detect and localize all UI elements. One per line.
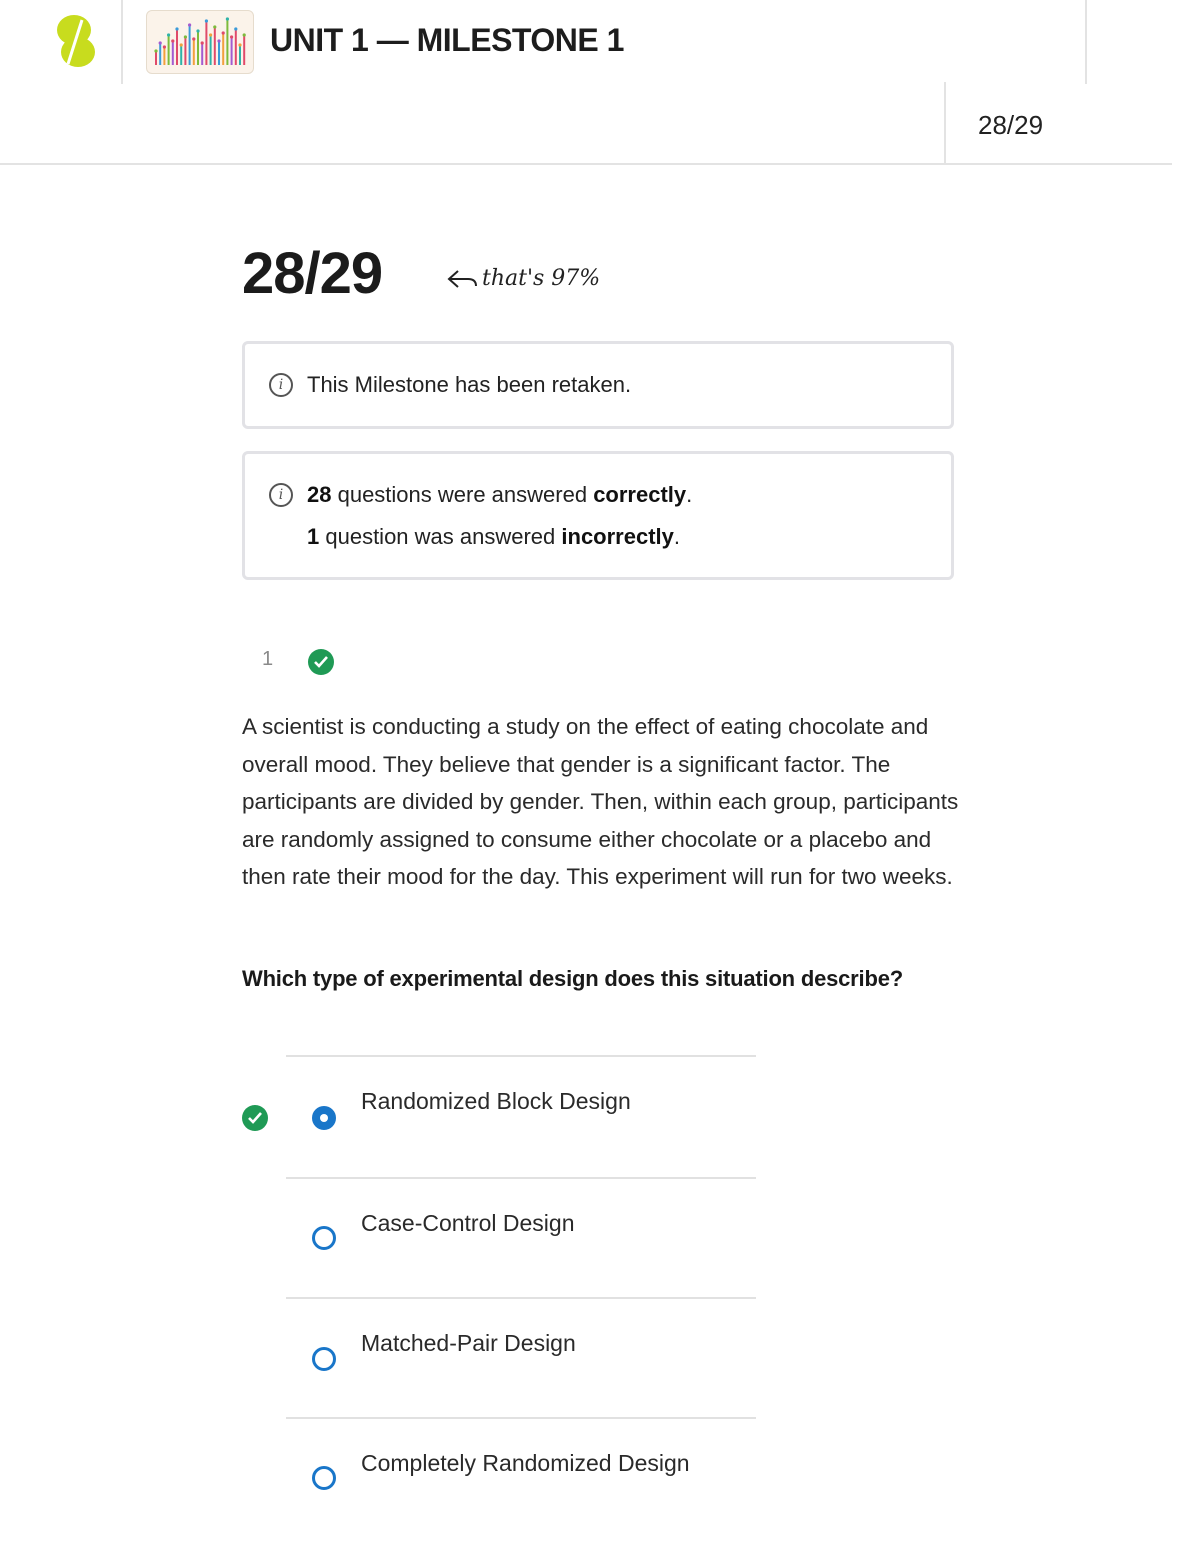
- option-1-radio[interactable]: [312, 1106, 336, 1130]
- score-panel-divider: [944, 82, 946, 164]
- thumbnail-bar: [214, 27, 216, 65]
- info-icon: i: [269, 483, 293, 507]
- thumbnail-dot: [192, 37, 195, 40]
- thumbnail-dot: [188, 23, 191, 26]
- question-number: 1: [262, 648, 274, 670]
- thumbnail-dot: [226, 17, 229, 20]
- header-bottom-border: [0, 163, 1172, 165]
- option-divider: [286, 1177, 756, 1179]
- incorrect-word: incorrectly: [561, 524, 674, 549]
- thumbnail-bar: [243, 35, 245, 65]
- correct-period: .: [686, 482, 693, 507]
- correct-answer-check-icon: [242, 1105, 268, 1131]
- incorrect-summary: [307, 524, 680, 550]
- option-3-label[interactable]: Matched-Pair Design: [361, 1330, 576, 1356]
- thumbnail-dot: [230, 35, 233, 38]
- thumbnail-bar: [231, 37, 233, 65]
- option-divider: [286, 1297, 756, 1299]
- thumbnail-dot: [159, 41, 162, 44]
- question-text: A scientist is conducting a study on the effect of eating chocolate and overall mood. They believe that gender is a significant factor. The participants are divided by gender. Then, within each group, participants are randomly assigned to consume either chocolate or a placebo and then rate their mood for the day. This experiment will run for two weeks.: [242, 714, 959, 889]
- correct-word: correctly: [593, 482, 687, 507]
- score-value: 28/29: [242, 241, 383, 306]
- thumbnail-bar: [222, 33, 224, 65]
- question-prompt: Which type of experimental design does this situation describe?: [242, 966, 903, 991]
- option-divider: [286, 1055, 756, 1057]
- thumbnail-dot: [222, 31, 225, 34]
- thumbnail-bar: [155, 51, 157, 65]
- thumbnail-dot: [209, 33, 212, 36]
- page-title: UNIT 1 — MILESTONE 1: [270, 22, 624, 58]
- option-3-radio[interactable]: [312, 1347, 336, 1371]
- thumbnail-dot: [180, 43, 183, 46]
- score-annotation: [446, 266, 600, 291]
- option-4-label[interactable]: Completely Randomized Design: [361, 1450, 690, 1476]
- thumbnail-dot: [217, 39, 220, 42]
- option-divider: [286, 1417, 756, 1419]
- thumbnail-dot: [205, 19, 208, 22]
- results-notice: [242, 451, 954, 580]
- header-divider: [121, 0, 123, 84]
- thumbnail-bar: [226, 19, 228, 65]
- incorrect-period: .: [673, 524, 681, 549]
- thumbnail-bar: [172, 41, 174, 65]
- thumbnail-dot: [238, 43, 241, 46]
- option-4-radio[interactable]: [312, 1466, 336, 1490]
- thumbnail-bar: [239, 45, 241, 65]
- header-score: 28/29: [978, 110, 1044, 140]
- thumbnail-dot: [243, 33, 246, 36]
- thumbnail-dot: [171, 39, 174, 42]
- thumbnail-bar: [205, 21, 207, 65]
- retaken-notice: [242, 341, 954, 429]
- thumbnail-dot: [196, 29, 199, 32]
- thumbnail-bar: [184, 37, 186, 65]
- thumbnail-bar: [235, 29, 237, 65]
- thumbnail-dot: [154, 49, 157, 52]
- return-arrow-icon: [446, 267, 478, 291]
- thumbnail-dot: [234, 27, 237, 30]
- option-2-radio[interactable]: [312, 1226, 336, 1250]
- thumbnail-bar: [197, 31, 199, 65]
- thumbnail-bar: [176, 29, 178, 65]
- thumbnail-bar: [168, 35, 170, 65]
- correct-summary: [307, 482, 692, 508]
- option-1-label[interactable]: Randomized Block Design: [361, 1088, 631, 1114]
- option-2-label[interactable]: Case-Control Design: [361, 1210, 575, 1236]
- incorrect-text: question was answered: [319, 524, 562, 549]
- bar-chart-thumbnail-icon: [146, 10, 254, 74]
- thumbnail-bar: [159, 43, 161, 65]
- correct-text: questions were answered: [331, 482, 594, 507]
- thumbnail-bar: [163, 47, 165, 65]
- info-icon: i: [269, 373, 293, 397]
- thumbnail-dot: [163, 45, 166, 48]
- sophia-logo-icon[interactable]: [52, 12, 100, 72]
- thumbnail-dot: [213, 25, 216, 28]
- thumbnail-bar: [180, 45, 182, 65]
- thumbnail-dot: [175, 27, 178, 30]
- thumbnail-bar: [218, 41, 220, 65]
- thumbnail-dot: [184, 35, 187, 38]
- percent-note: that's 97%: [482, 266, 601, 291]
- thumbnail-dot: [201, 41, 204, 44]
- thumbnail-bar: [201, 43, 203, 65]
- thumbnail-bar: [189, 25, 191, 65]
- correct-count: 28: [307, 482, 332, 507]
- header-divider-right: [1085, 0, 1087, 84]
- thumbnail-bar: [210, 35, 212, 65]
- retaken-text: This Milestone has been retaken.: [307, 372, 632, 397]
- thumbnail-dot: [167, 33, 170, 36]
- thumbnail-bar: [193, 39, 195, 65]
- incorrect-count: 1: [307, 524, 320, 549]
- correct-check-icon: [308, 649, 334, 675]
